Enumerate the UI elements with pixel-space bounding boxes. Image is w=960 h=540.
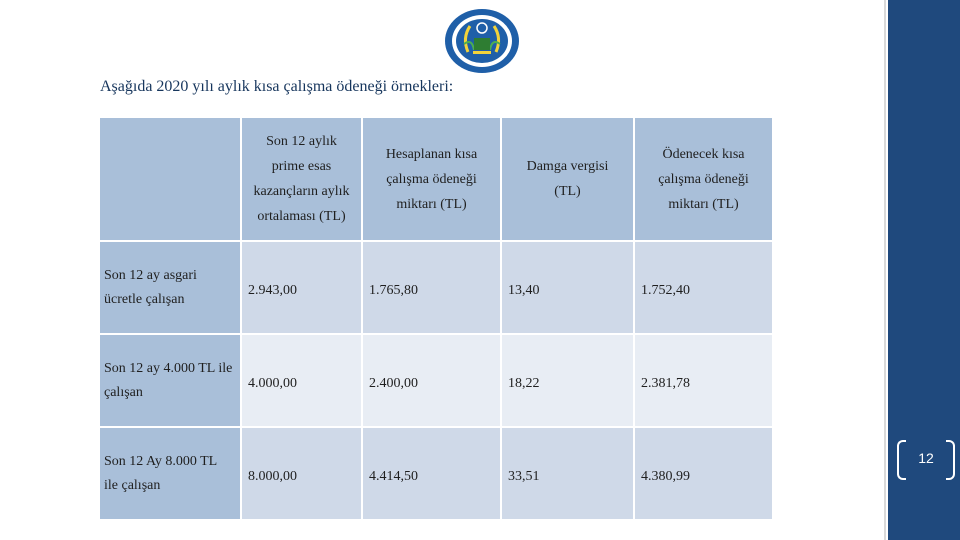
row-label-line: ücretle çalışan xyxy=(104,291,185,307)
row-label xyxy=(99,427,241,520)
page-number: 12 xyxy=(918,450,934,466)
row-label xyxy=(99,241,241,334)
table-row xyxy=(99,241,773,334)
slide-heading: Aşağıda 2020 yılı aylık kısa çalışma ödeneği örnekleri: xyxy=(100,78,454,95)
table-cell: 4.000,00 xyxy=(241,334,362,427)
page-number-badge xyxy=(897,440,955,478)
column-header-calculated-allowance xyxy=(362,117,501,241)
row-label-line: Son 12 ay asgari xyxy=(104,267,197,283)
table-cell: 4.380,99 xyxy=(634,427,773,520)
header-line: Damga vergisi xyxy=(526,159,609,174)
table-cell: 1.752,40 xyxy=(634,241,773,334)
university-seal-logo xyxy=(444,8,520,74)
table-cell: 33,51 xyxy=(501,427,634,520)
header-line: kazançların aylık xyxy=(253,184,350,199)
table-header-row xyxy=(99,117,773,241)
header-line: miktarı (TL) xyxy=(668,196,739,212)
header-line: miktarı (TL) xyxy=(396,196,467,212)
row-label-line: ile çalışan xyxy=(104,477,161,493)
column-header-payable-allowance xyxy=(634,117,773,241)
table-cell: 2.381,78 xyxy=(634,334,773,427)
header-line: ortalaması (TL) xyxy=(257,209,346,224)
row-label-line: Son 12 Ay 8.000 TL xyxy=(104,453,218,469)
table-cell: 4.414,50 xyxy=(362,427,501,520)
table-cell: 2.943,00 xyxy=(241,241,362,334)
corner-cell xyxy=(99,117,241,241)
row-label xyxy=(99,334,241,427)
header-line: (TL) xyxy=(554,184,581,199)
row-label-line: çalışan xyxy=(104,384,143,400)
header-line: çalışma ödeneği xyxy=(386,171,477,187)
ksa-example-table xyxy=(98,116,774,521)
row-label-line: Son 12 ay 4.000 TL ile xyxy=(104,360,233,376)
sidebar-divider xyxy=(884,0,886,540)
header-line: Ödenecek kısa xyxy=(662,146,745,162)
header-line: Hesaplanan kısa xyxy=(385,146,478,162)
table-cell: 13,40 xyxy=(501,241,634,334)
table-row xyxy=(99,427,773,520)
table-cell: 2.400,00 xyxy=(362,334,501,427)
column-header-prime-base xyxy=(241,117,362,241)
header-line: Son 12 aylık xyxy=(266,134,337,149)
column-header-stamp-tax xyxy=(501,117,634,241)
right-bracket-icon xyxy=(946,440,955,480)
header-line: çalışma ödeneği xyxy=(658,171,749,187)
table-cell: 8.000,00 xyxy=(241,427,362,520)
header-line: prime esas xyxy=(271,159,332,174)
table-row xyxy=(99,334,773,427)
table-cell: 18,22 xyxy=(501,334,634,427)
table-cell: 1.765,80 xyxy=(362,241,501,334)
